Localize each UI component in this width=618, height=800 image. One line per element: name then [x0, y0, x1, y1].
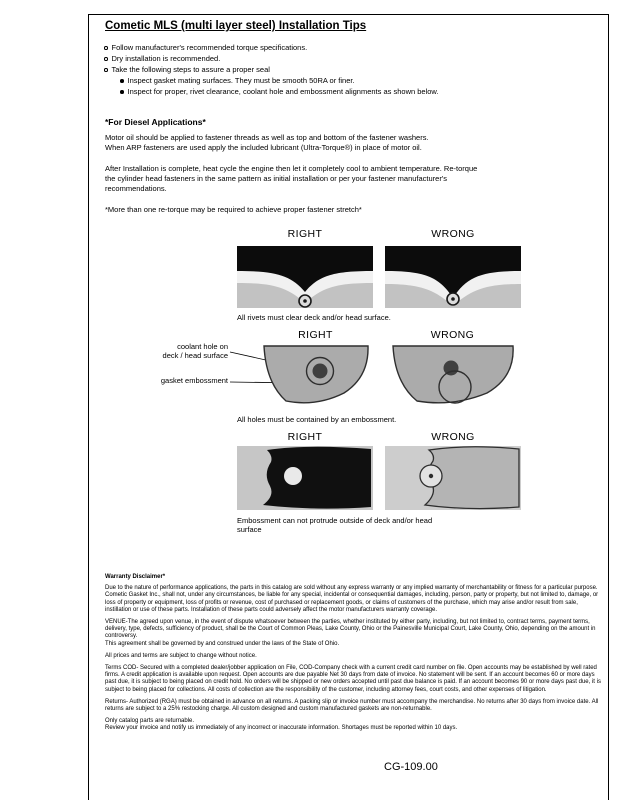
installation-tips-list — [104, 44, 574, 99]
legal-paragraph: Terms COD- Secured with a completed dealer/jobber application on File, COD-Company check with a current credit card number on file. Open accounts may be established by well rated firms. A credit application is available upon request. Open accounts are due payable Net 30 days from date of invoice. No statement will be sent. If an account becomes 60 or more days past due, it is subject to being placed on credit hold. No orders will be shipped or new orders accepted until past due balance is paid. If an account becomes 90 or more days past due, it is subject to being placed for collections. All costs of collection are the responsibility of the customer, including attorney fees, court costs, and other expenses of litigation. — [105, 665, 601, 693]
legal-paragraph: Returns- Authorized (RGA) must be obtained in advance on all returns. A packing slip or invoice number must accompany the merchandise. No returns after 30 days from invoice date. All returns are subject to a 25% restocking charge. All custom designed and custom manufactured gaskets are non-returnable. — [105, 698, 599, 713]
tip-text: Inspect for proper, rivet clearance, coolant hole and embossment alignments as shown below. — [127, 87, 439, 96]
list-item — [104, 55, 574, 63]
diesel-applications-heading: *For Diesel Applications* — [105, 117, 206, 127]
rivet-diagram-right — [237, 246, 373, 308]
paragraph-line: When ARP fasteners are used apply the included lubricant (Ultra-Torque®) in place of motor oil. — [105, 143, 422, 152]
row3-caption: Embossment can not protrude outside of deck and/or head surface — [237, 516, 433, 534]
list-item — [104, 66, 574, 74]
rivet-diagram-wrong — [385, 246, 521, 308]
callout-line: coolant hole on — [177, 342, 228, 351]
catalog-page-code: CG-109.00 — [384, 761, 438, 773]
gasket-embossment-callout: gasket embossment — [160, 376, 228, 385]
embossment-diagram-right — [258, 343, 373, 409]
tip-text: Take the following steps to assure a proper seal — [111, 65, 270, 74]
diesel-paragraph-1 — [105, 133, 535, 153]
coolant-hole-callout — [118, 343, 228, 360]
filled-bullet-icon — [120, 79, 124, 83]
open-bullet-icon — [104, 57, 108, 61]
legal-paragraph: Only catalog parts are returnable. — [105, 718, 195, 725]
legal-paragraph: Due to the nature of performance applications, the parts in this catalog are sold without any express warranty or any implied warranty of merchantability or fitness for a particular purpose. Cometic Gasket Inc., shall not, under any circumstances, be liable for any special, incidental or consequential damages, including, person, party or property, but not limited to, damage, or loss of property or equipment, loss of profits or revenue, cost of purchased or replacement goods, or claims of customers of the purchase, which may arise and/or result from sale, instillation or use of these parts. Installation of these parts could adversely affect the motor manufacturers warranty coverage. — [105, 585, 599, 613]
legal-paragraph: VENUE-The agreed upon venue, in the event of dispute whatsoever between the parties, whether instituted by either party, including, but not limited to, contract terms, payment terms, delivery, type, defects, sufficiency of product, shall be the Court of Common Pleas, Lake County, Ohio or the Painesville Municipal Court, Lake County, Ohio, depending on the amount in controversy. — [105, 619, 596, 640]
warranty-disclaimer-block — [105, 574, 601, 738]
diesel-paragraph-2: After Installation is complete, heat cycle the engine then let it completely cool to ambient temperature. Re-torque the cylinder head fasteners in the same pattern as initial installation or per your fastener manufacturer's recommendations. — [105, 164, 478, 193]
list-item — [104, 44, 574, 52]
wrong-label-row3: WRONG — [431, 431, 475, 443]
legal-paragraph: All prices and terms are subject to change without notice. — [105, 652, 257, 659]
legal-paragraph: Review your invoice and notify us immediately of any incorrect or inaccurate information. Shortages must be reported within 10 days. — [105, 725, 458, 732]
tip-text: Inspect gasket mating surfaces. They must be smooth 50RA or finer. — [127, 76, 355, 85]
wrong-label-row2: WRONG — [430, 329, 475, 341]
right-label-row2: RIGHT — [298, 329, 333, 341]
legal-paragraph: This agreement shall be governed by and construed under the laws of the State of Ohio. — [105, 640, 340, 647]
callout-line: deck / head surface — [162, 350, 228, 360]
retorque-note: *More than one re-torque may be required to achieve proper fastener stretch* — [105, 205, 362, 214]
row1-caption: All rivets must clear deck and/or head surface. — [237, 313, 391, 322]
right-label-row1: RIGHT — [287, 228, 323, 240]
filled-bullet-icon — [120, 90, 124, 94]
protrusion-diagram-right — [237, 446, 373, 510]
page-title: Cometic MLS (multi layer steel) Installation Tips — [105, 20, 367, 32]
list-item — [120, 77, 574, 85]
row2-caption: All holes must be contained by an embossment. — [237, 415, 397, 424]
paragraph-line: Motor oil should be applied to fastener threads as well as top and bottom of the fastener washers. — [105, 133, 429, 142]
list-item — [120, 88, 574, 96]
tip-text: Follow manufacturer's recommended torque specifications. — [111, 43, 308, 52]
embossment-diagram-wrong — [385, 343, 520, 409]
right-label-row3: RIGHT — [287, 431, 323, 443]
open-bullet-icon — [104, 46, 108, 50]
wrong-label-row1: WRONG — [431, 228, 475, 240]
open-bullet-icon — [104, 68, 108, 72]
protrusion-diagram-wrong — [385, 446, 521, 510]
tip-text: Dry installation is recommended. — [111, 54, 221, 63]
warranty-heading: Warranty Disclaimer* — [105, 574, 166, 580]
